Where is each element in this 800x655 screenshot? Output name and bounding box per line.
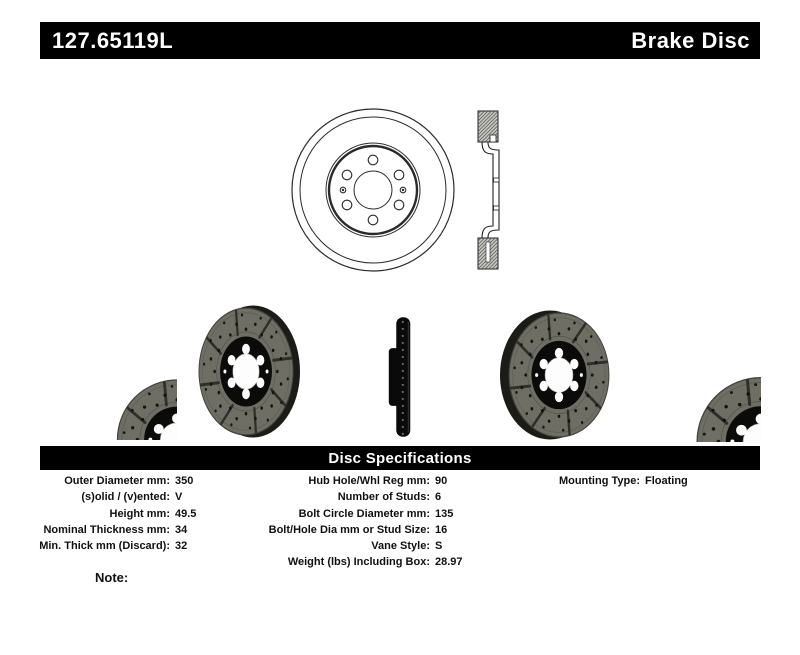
spec-row <box>20 473 196 489</box>
spec-label: Mounting Type: <box>558 475 640 487</box>
spec-row <box>250 506 463 522</box>
spec-row <box>470 473 688 489</box>
rotor-photo-front-right <box>628 308 761 442</box>
spec-label: Weight (lbs) Including Box: <box>287 556 430 569</box>
spec-column-middle <box>250 473 463 571</box>
brake-disc-cross-section-drawing <box>474 108 502 272</box>
spec-label: Outer Diameter mm: <box>64 475 170 487</box>
rotor-photo-angled-left <box>197 305 301 438</box>
spec-label: (s)olid / (v)ented: <box>81 491 170 504</box>
spec-value: 34 <box>175 523 188 536</box>
rotor-photo-front-left <box>53 315 177 440</box>
spec-row <box>20 522 196 538</box>
spec-value: 49.5 <box>175 507 197 520</box>
spec-value: 28.97 <box>435 556 463 569</box>
spec-value: V <box>175 491 183 504</box>
spec-label: Number of Studs: <box>337 491 430 504</box>
spec-value: 90 <box>435 475 448 487</box>
spec-row <box>20 489 196 505</box>
spec-column-left <box>20 473 196 554</box>
rotor-photo-edge-profile <box>386 313 414 441</box>
spec-row <box>250 473 463 489</box>
spec-label: Vane Style: <box>371 540 430 553</box>
rotor-photo-angled-right <box>498 310 613 440</box>
spec-row <box>250 522 463 538</box>
spec-value: Floating <box>645 475 688 487</box>
spec-value: 16 <box>435 523 448 536</box>
spec-label: Hub Hole/Whl Reg mm: <box>308 475 430 487</box>
spec-row <box>250 538 463 554</box>
spec-value: 135 <box>435 507 454 520</box>
spec-value: S <box>435 540 443 553</box>
spec-row <box>250 489 463 505</box>
spec-row <box>250 554 463 570</box>
spec-row <box>20 506 196 522</box>
header-bar <box>40 22 760 59</box>
spec-row <box>20 538 196 554</box>
spec-section-title: Disc Specifications <box>328 449 472 467</box>
brake-disc-front-drawing <box>288 105 458 275</box>
spec-label: Min. Thick mm (Discard): <box>39 540 170 553</box>
product-title: Brake Disc <box>631 27 750 53</box>
spec-label: Nominal Thickness mm: <box>43 523 170 536</box>
part-number: 127.65119L <box>52 27 174 53</box>
spec-label: Bolt/Hole Dia mm or Stud Size: <box>268 523 430 536</box>
spec-value: 6 <box>435 491 442 504</box>
note-label: Note: <box>95 570 129 585</box>
spec-column-right <box>470 473 688 489</box>
spec-value: 350 <box>175 475 194 487</box>
spec-value: 32 <box>175 540 188 553</box>
spec-section-bar <box>40 446 760 470</box>
spec-label: Height mm: <box>109 507 170 520</box>
spec-label: Bolt Circle Diameter mm: <box>298 507 430 520</box>
